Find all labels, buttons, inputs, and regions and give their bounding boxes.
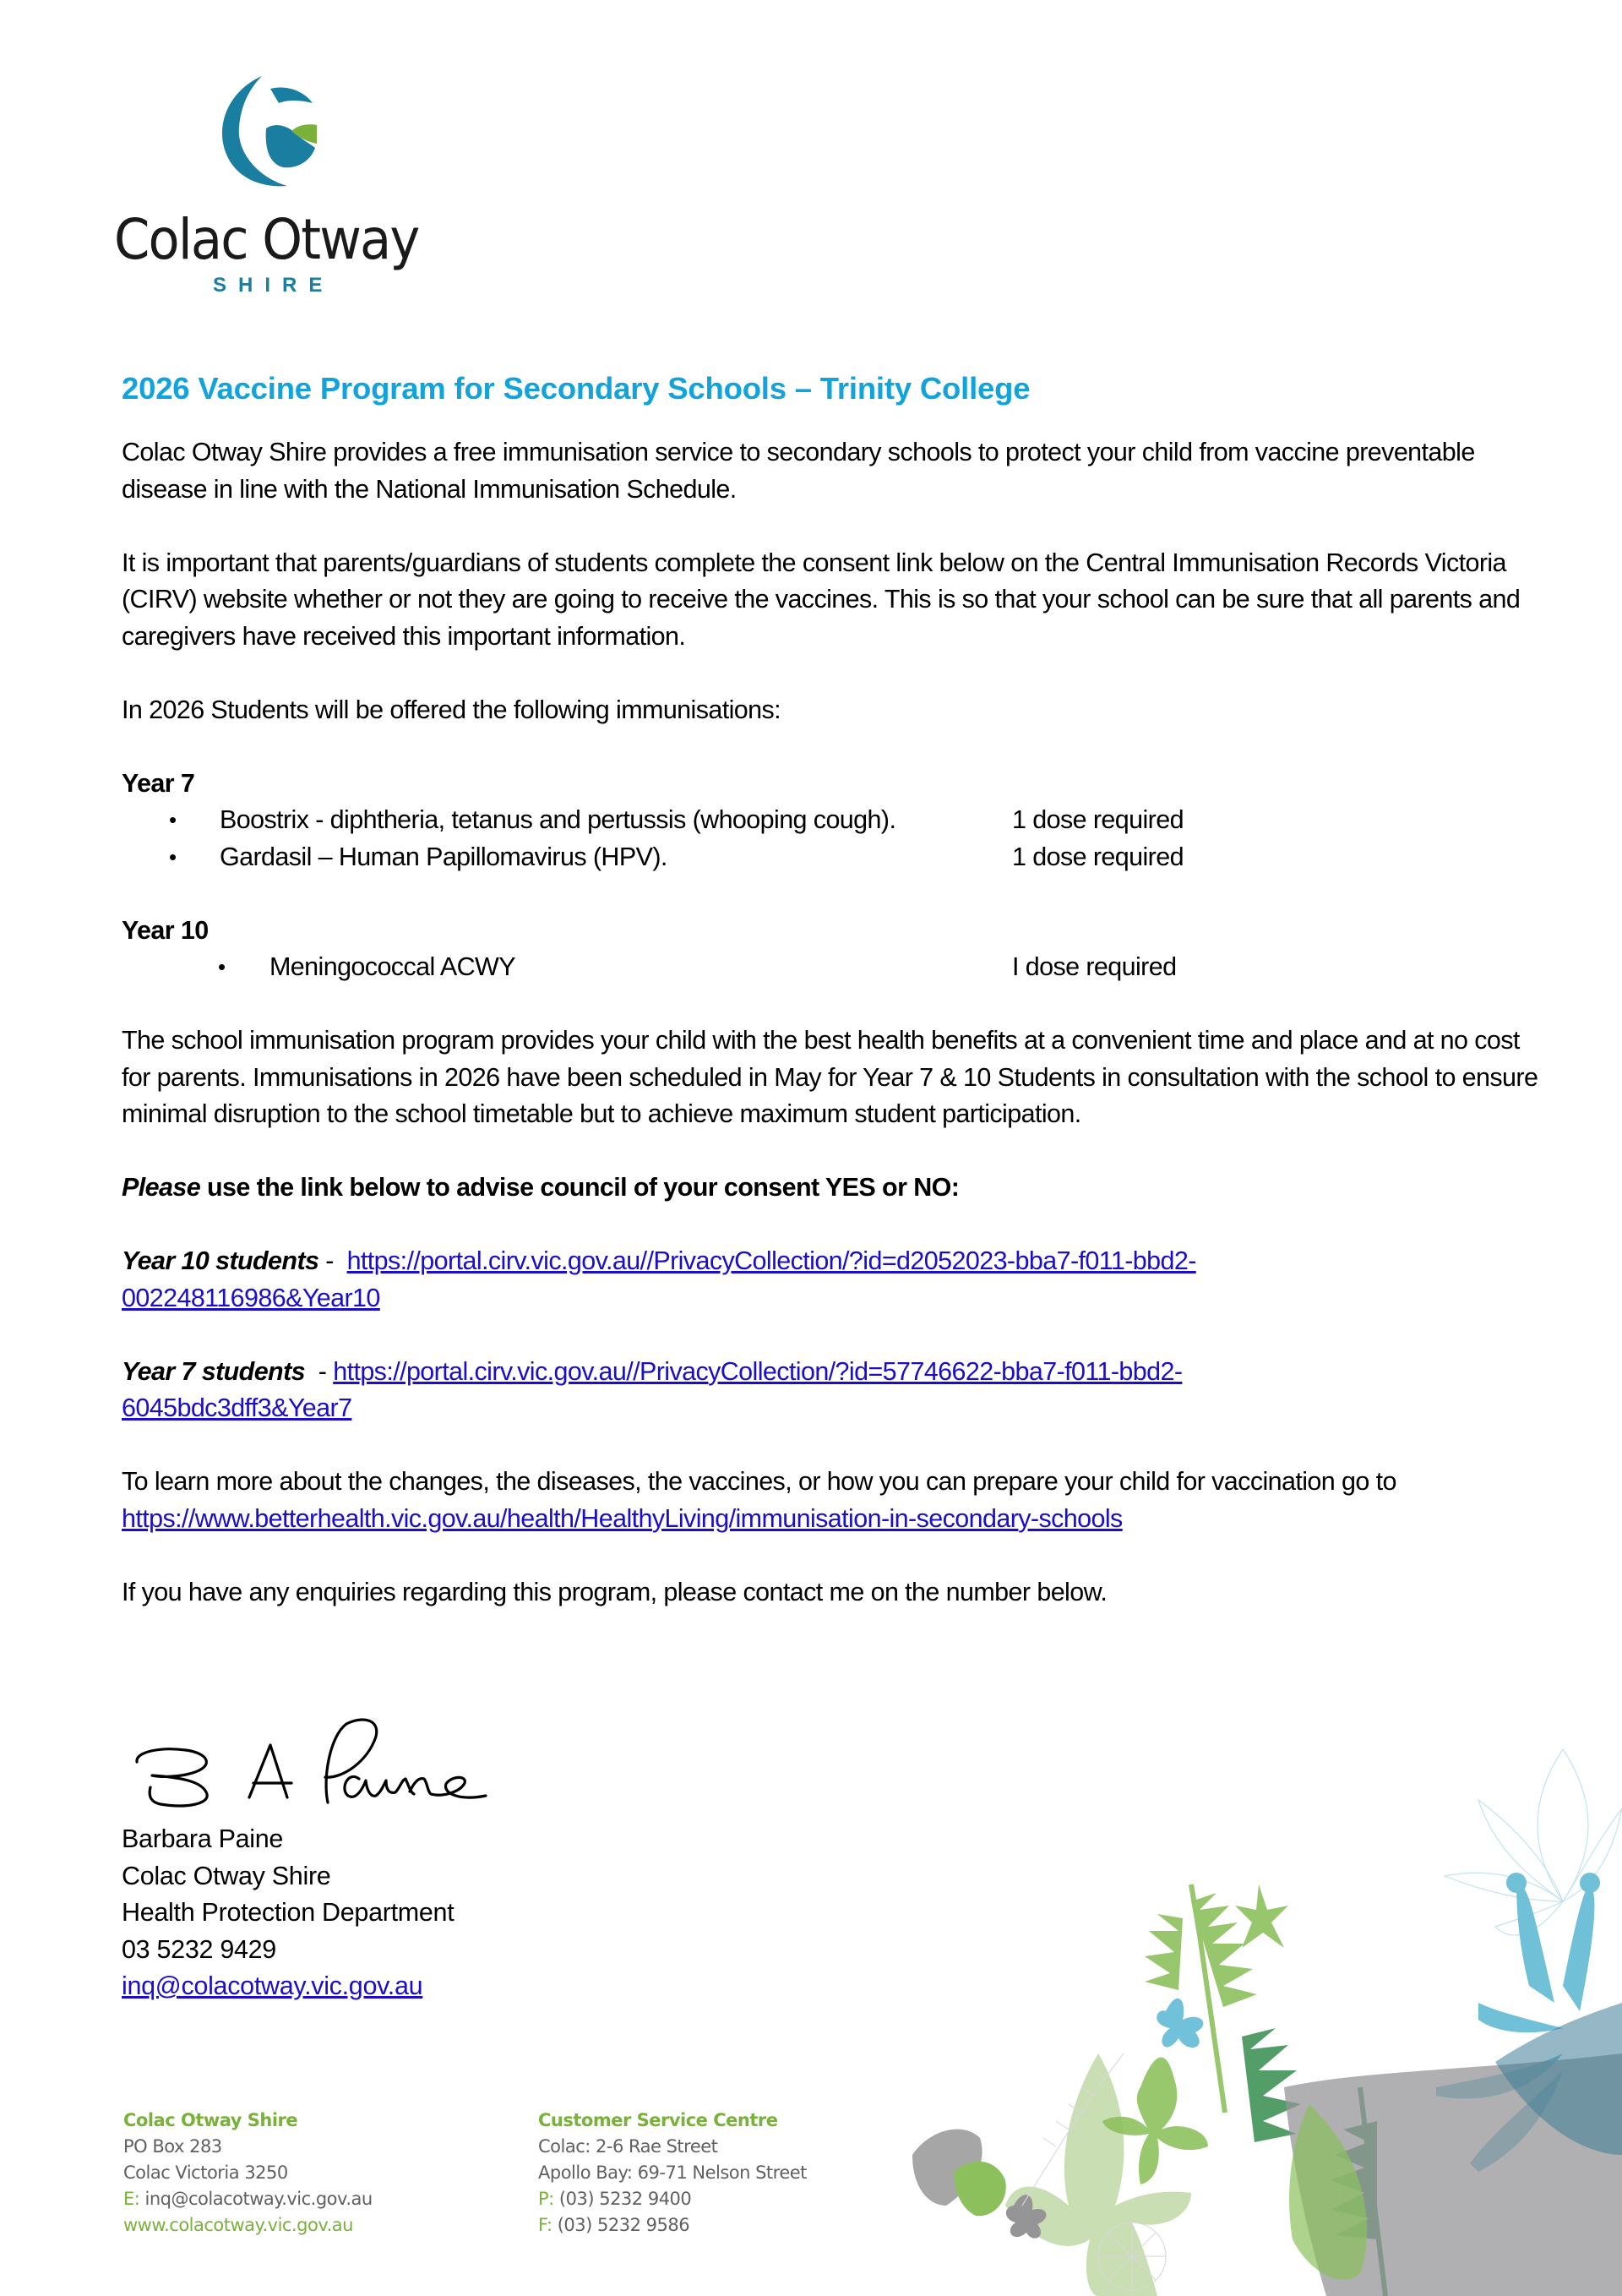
vaccine-name: Boostrix - diphtheria, tetanus and pertussis (whooping cough). bbox=[220, 805, 896, 834]
vaccine-item bbox=[122, 839, 1541, 876]
footer-address: Colac Victoria 3250 bbox=[123, 2162, 288, 2183]
link-line-2[interactable]: 002248116986&Year10 bbox=[122, 1283, 380, 1312]
consent-prompt-emphasis: Please bbox=[122, 1173, 201, 1202]
footer-contact-right bbox=[538, 2108, 807, 2239]
vaccine-item bbox=[122, 949, 1541, 986]
year7-consent bbox=[122, 1354, 1541, 1427]
year7-consent-label: Year 7 students bbox=[122, 1356, 306, 1386]
footer-po-box: PO Box 283 bbox=[123, 2136, 222, 2157]
betterhealth-link[interactable]: https://www.betterhealth.vic.gov.au/health/HealthyLiving/immunisation-in-secondary-schools bbox=[122, 1503, 1123, 1533]
signatory-organisation: Colac Otway Shire bbox=[122, 1861, 331, 1890]
footer-apollo-bay-address: Apollo Bay: 69-71 Nelson Street bbox=[538, 2162, 807, 2183]
separator: - bbox=[318, 1246, 347, 1275]
footer-fax bbox=[538, 2212, 807, 2239]
phone-value: (03) 5232 9400 bbox=[553, 2189, 692, 2209]
footer-email bbox=[123, 2186, 373, 2212]
year7-vaccine-list bbox=[122, 802, 1541, 875]
separator: - bbox=[305, 1356, 334, 1386]
signatory-department: Health Protection Department bbox=[122, 1898, 454, 1927]
year10-heading: Year 10 bbox=[122, 915, 209, 945]
footer-phone bbox=[538, 2186, 807, 2212]
learn-more-paragraph bbox=[122, 1464, 1541, 1537]
vaccine-item bbox=[122, 802, 1541, 839]
colac-otway-logo bbox=[110, 68, 431, 304]
footer-website: www.colacotway.vic.gov.au bbox=[123, 2215, 353, 2235]
logo-swirl-icon bbox=[207, 68, 334, 194]
vaccine-name: Gardasil – Human Papillomavirus (HPV). bbox=[220, 842, 667, 871]
learn-more-text: To learn more about the changes, the diseases, the vaccines, or how you can prepare your child for vaccination go to bbox=[122, 1467, 1396, 1496]
email-label: E: bbox=[123, 2189, 140, 2209]
vaccine-dose: 1 dose required bbox=[1012, 842, 1184, 871]
signatory-email-link[interactable]: inq@colacotway.vic.gov.au bbox=[122, 1972, 423, 2000]
footer-colac-address: Colac: 2-6 Rae Street bbox=[538, 2136, 718, 2157]
bullet-icon: • bbox=[218, 954, 226, 979]
year7-heading: Year 7 bbox=[122, 768, 195, 798]
program-details-paragraph: The school immunisation program provides your child with the best health benefits at a convenient time and place and at no cost for parents. Immunisations in 2026 have been scheduled in May for Year 7 & 10 Students in consultation with the school to ensure minimal disruption to the school timetable but to achieve maximum student participation. bbox=[122, 1026, 1538, 1128]
logo-wordmark: Colac Otway bbox=[114, 207, 419, 272]
enquiries-paragraph: If you have any enquiries regarding this program, please contact me on the number below. bbox=[122, 1577, 1108, 1606]
fax-value: (03) 5232 9586 bbox=[552, 2215, 690, 2235]
link-line-1[interactable]: https://portal.cirv.vic.gov.au//PrivacyCollection/?id=57746622-bba7-f011-bbd2- bbox=[333, 1356, 1183, 1386]
letter-title: 2026 Vaccine Program for Secondary Schools – Trinity College bbox=[122, 371, 1031, 406]
signatory-name: Barbara Paine bbox=[122, 1824, 284, 1853]
vaccine-name: Meningococcal ACWY bbox=[269, 952, 515, 981]
consent-importance-paragraph: It is important that parents/guardians of students complete the consent link below on the Central Immunisation Records Victoria (CIRV) website whether or not they are going to receive the vaccines. This is so that your school can be sure that all parents and caregivers have received this important information. bbox=[122, 548, 1521, 651]
consent-prompt-text: use the link below to advise council of your consent YES or NO: bbox=[200, 1173, 960, 1202]
year10-consent bbox=[122, 1243, 1541, 1317]
footer-contact-left bbox=[123, 2108, 373, 2239]
email-value: inq@colacotway.vic.gov.au bbox=[139, 2189, 373, 2209]
footer-service-centre-heading: Customer Service Centre bbox=[538, 2110, 778, 2130]
signatory-phone: 03 5232 9429 bbox=[122, 1934, 276, 1964]
link-line-1[interactable]: https://portal.cirv.vic.gov.au//PrivacyCollection/?id=d2052023-bba7-f011-bbd2- bbox=[346, 1246, 1196, 1275]
botanical-decoration-image bbox=[887, 1732, 1622, 2296]
signature-image bbox=[127, 1703, 566, 1813]
link-line-2[interactable]: 6045bdc3dff3&Year7 bbox=[122, 1393, 352, 1422]
bullet-icon: • bbox=[169, 843, 177, 870]
year10-consent-label: Year 10 students bbox=[122, 1246, 319, 1275]
year10-vaccine-list bbox=[122, 949, 1541, 986]
signoff-block bbox=[122, 1821, 454, 2005]
fax-label: F: bbox=[538, 2215, 552, 2235]
footer-org-heading: Colac Otway Shire bbox=[123, 2110, 298, 2130]
letter-body bbox=[122, 363, 1541, 1648]
bullet-icon: • bbox=[169, 807, 177, 832]
vaccine-dose: I dose required bbox=[1012, 952, 1177, 981]
logo-subtitle: SHIRE bbox=[213, 274, 335, 297]
immunisations-intro: In 2026 Students will be offered the following immunisations: bbox=[122, 695, 781, 724]
phone-label: P: bbox=[538, 2189, 554, 2209]
intro-paragraph: Colac Otway Shire provides a free immunisation service to secondary schools to protect your child from vaccine preventable disease in line with the National Immunisation Schedule. bbox=[122, 438, 1475, 504]
vaccine-dose: 1 dose required bbox=[1012, 805, 1184, 834]
consent-prompt bbox=[122, 1170, 1541, 1207]
